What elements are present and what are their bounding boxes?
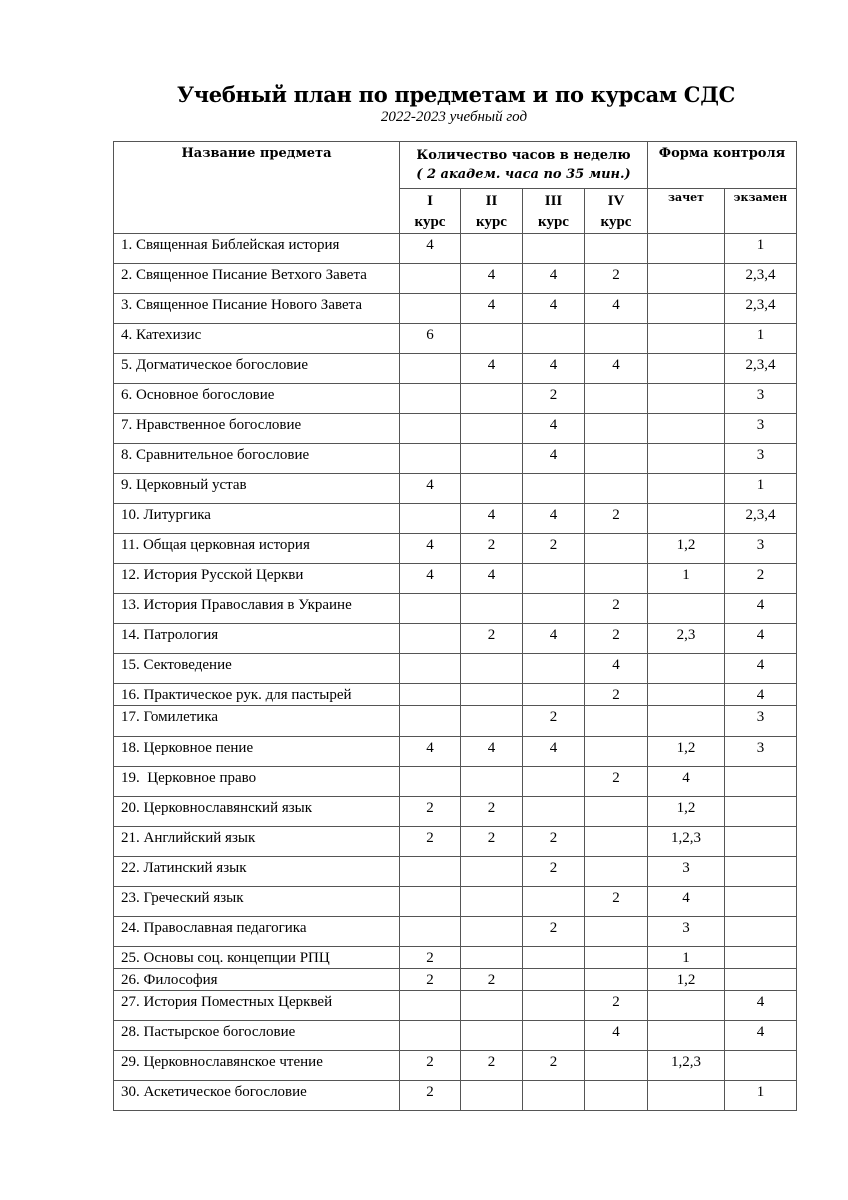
table-row — [114, 684, 797, 706]
subject-name-cell: 23. Греческий язык — [114, 887, 400, 917]
hours-cell-k3 — [523, 594, 585, 624]
credit-cell — [648, 354, 725, 384]
hours-cell-k3 — [523, 1021, 585, 1051]
hours-cell-k4 — [585, 534, 648, 564]
hours-cell-k1: 6 — [400, 324, 461, 354]
header-course-1 — [400, 189, 461, 234]
hours-cell-k4: 2 — [585, 594, 648, 624]
hours-cell-k1 — [400, 991, 461, 1021]
hours-cell-k2 — [461, 1021, 523, 1051]
hours-cell-k4 — [585, 917, 648, 947]
subject-name-cell: 5. Догматическое богословие — [114, 354, 400, 384]
hours-cell-k1: 4 — [400, 534, 461, 564]
hours-cell-k4: 4 — [585, 354, 648, 384]
hours-cell-k1 — [400, 1021, 461, 1051]
hours-cell-k2 — [461, 594, 523, 624]
hours-cell-k3: 2 — [523, 1051, 585, 1081]
header-course-word: курс — [538, 214, 569, 230]
header-exam: экзамен — [725, 189, 797, 234]
hours-cell-k3: 4 — [523, 414, 585, 444]
credit-cell — [648, 384, 725, 414]
hours-cell-k3: 2 — [523, 857, 585, 887]
hours-cell-k3: 2 — [523, 384, 585, 414]
hours-cell-k4 — [585, 444, 648, 474]
exam-cell: 3 — [725, 737, 797, 767]
hours-cell-k2 — [461, 474, 523, 504]
header-course-3 — [523, 189, 585, 234]
hours-cell-k1 — [400, 414, 461, 444]
hours-cell-k1 — [400, 354, 461, 384]
subject-name-cell: 8. Сравнительное богословие — [114, 444, 400, 474]
hours-cell-k2: 2 — [461, 969, 523, 991]
hours-cell-k3: 4 — [523, 737, 585, 767]
credit-cell — [648, 504, 725, 534]
hours-cell-k1: 4 — [400, 234, 461, 264]
exam-cell: 4 — [725, 684, 797, 706]
hours-cell-k2: 4 — [461, 354, 523, 384]
hours-cell-k3 — [523, 797, 585, 827]
credit-cell: 4 — [648, 767, 725, 797]
table-row — [114, 991, 797, 1021]
hours-cell-k2 — [461, 234, 523, 264]
exam-cell — [725, 1051, 797, 1081]
hours-cell-k2 — [461, 444, 523, 474]
credit-cell: 3 — [648, 917, 725, 947]
exam-cell: 4 — [725, 624, 797, 654]
subject-name-cell: 7. Нравственное богословие — [114, 414, 400, 444]
hours-cell-k4 — [585, 234, 648, 264]
credit-cell — [648, 706, 725, 737]
hours-cell-k4 — [585, 564, 648, 594]
hours-cell-k1 — [400, 767, 461, 797]
table-row — [114, 474, 797, 504]
hours-cell-k2: 2 — [461, 797, 523, 827]
hours-cell-k3: 2 — [523, 706, 585, 737]
table-body — [114, 234, 797, 1111]
exam-cell: 4 — [725, 654, 797, 684]
table-row — [114, 827, 797, 857]
hours-cell-k1 — [400, 917, 461, 947]
subject-name-cell: 21. Английский язык — [114, 827, 400, 857]
table-row — [114, 384, 797, 414]
hours-cell-k3 — [523, 564, 585, 594]
hours-cell-k4: 2 — [585, 504, 648, 534]
subject-name-cell: 3. Священное Писание Нового Завета — [114, 294, 400, 324]
subject-name-cell: 24. Православная педагогика — [114, 917, 400, 947]
credit-cell: 1,2 — [648, 797, 725, 827]
subject-name-cell: 20. Церковнославянский язык — [114, 797, 400, 827]
credit-cell — [648, 684, 725, 706]
hours-cell-k2: 2 — [461, 1051, 523, 1081]
table-row — [114, 1081, 797, 1111]
hours-cell-k1 — [400, 684, 461, 706]
exam-cell — [725, 969, 797, 991]
header-course-roman: III — [544, 193, 563, 209]
header-course-word: курс — [600, 214, 632, 230]
hours-cell-k2 — [461, 887, 523, 917]
exam-cell — [725, 827, 797, 857]
header-hours-label: Количество часов в неделю — [416, 148, 631, 163]
subject-name-cell: 12. История Русской Церкви — [114, 564, 400, 594]
table-row — [114, 887, 797, 917]
hours-cell-k2: 4 — [461, 504, 523, 534]
exam-cell: 2,3,4 — [725, 354, 797, 384]
hours-cell-k2 — [461, 857, 523, 887]
hours-cell-k2 — [461, 917, 523, 947]
hours-cell-k4: 2 — [585, 684, 648, 706]
hours-cell-k4: 2 — [585, 887, 648, 917]
hours-cell-k3: 4 — [523, 264, 585, 294]
hours-cell-k1 — [400, 624, 461, 654]
header-hours-note: ( 2 академ. часа по 35 мин.) — [416, 167, 631, 182]
exam-cell: 2,3,4 — [725, 264, 797, 294]
credit-cell: 1,2 — [648, 737, 725, 767]
hours-cell-k3 — [523, 324, 585, 354]
hours-cell-k3: 4 — [523, 444, 585, 474]
hours-cell-k3: 2 — [523, 917, 585, 947]
hours-cell-k1 — [400, 857, 461, 887]
hours-cell-k2 — [461, 767, 523, 797]
subject-name-cell: 26. Философия — [114, 969, 400, 991]
credit-cell — [648, 264, 725, 294]
hours-cell-k2 — [461, 1081, 523, 1111]
hours-cell-k2 — [461, 991, 523, 1021]
header-course-roman: I — [427, 193, 433, 209]
table-row — [114, 706, 797, 737]
header-subject: Название предмета — [114, 142, 400, 234]
hours-cell-k2: 4 — [461, 294, 523, 324]
hours-cell-k4: 2 — [585, 264, 648, 294]
exam-cell: 4 — [725, 594, 797, 624]
hours-cell-k2: 2 — [461, 827, 523, 857]
subject-name-cell: 1. Священная Библейская история — [114, 234, 400, 264]
credit-cell — [648, 414, 725, 444]
credit-cell — [648, 1081, 725, 1111]
hours-cell-k1 — [400, 444, 461, 474]
exam-cell — [725, 917, 797, 947]
hours-cell-k2: 4 — [461, 737, 523, 767]
subject-name-cell: 10. Литургика — [114, 504, 400, 534]
exam-cell: 3 — [725, 414, 797, 444]
exam-cell: 1 — [725, 324, 797, 354]
exam-cell: 3 — [725, 706, 797, 737]
exam-cell: 3 — [725, 444, 797, 474]
subject-name-cell: 6. Основное богословие — [114, 384, 400, 414]
hours-cell-k4: 4 — [585, 1021, 648, 1051]
credit-cell: 2,3 — [648, 624, 725, 654]
hours-cell-k1: 4 — [400, 737, 461, 767]
credit-cell — [648, 234, 725, 264]
page-title: Учебный план по предметам и по курсам СДС — [176, 82, 736, 107]
hours-cell-k2 — [461, 684, 523, 706]
hours-cell-k3 — [523, 947, 585, 969]
table-row — [114, 264, 797, 294]
hours-cell-k1 — [400, 594, 461, 624]
credit-cell — [648, 444, 725, 474]
subject-name-cell: 29. Церковнославянское чтение — [114, 1051, 400, 1081]
exam-cell: 1 — [725, 1081, 797, 1111]
exam-cell — [725, 887, 797, 917]
hours-cell-k2 — [461, 384, 523, 414]
hours-cell-k1: 4 — [400, 564, 461, 594]
hours-cell-k2: 2 — [461, 624, 523, 654]
hours-cell-k3 — [523, 991, 585, 1021]
exam-cell — [725, 797, 797, 827]
credit-cell: 1,2,3 — [648, 827, 725, 857]
hours-cell-k2: 4 — [461, 564, 523, 594]
hours-cell-k4 — [585, 969, 648, 991]
hours-cell-k1: 2 — [400, 827, 461, 857]
hours-cell-k4 — [585, 797, 648, 827]
hours-cell-k2: 2 — [461, 534, 523, 564]
hours-cell-k1: 2 — [400, 797, 461, 827]
table-row — [114, 917, 797, 947]
hours-cell-k4: 2 — [585, 991, 648, 1021]
subject-name-cell: 4. Катехизис — [114, 324, 400, 354]
subject-name-cell: 30. Аскетическое богословие — [114, 1081, 400, 1111]
hours-cell-k3 — [523, 474, 585, 504]
credit-cell: 1,2,3 — [648, 1051, 725, 1081]
hours-cell-k1: 4 — [400, 474, 461, 504]
hours-cell-k4 — [585, 1081, 648, 1111]
hours-cell-k3 — [523, 654, 585, 684]
hours-cell-k1: 2 — [400, 969, 461, 991]
hours-cell-k1: 2 — [400, 1081, 461, 1111]
hours-cell-k3: 2 — [523, 534, 585, 564]
credit-cell: 1 — [648, 564, 725, 594]
subject-name-cell: 9. Церковный устав — [114, 474, 400, 504]
table-row — [114, 737, 797, 767]
subject-name-cell: 15. Сектоведение — [114, 654, 400, 684]
header-control: Форма контроля — [648, 142, 797, 189]
hours-cell-k3: 4 — [523, 294, 585, 324]
hours-cell-k3: 4 — [523, 504, 585, 534]
hours-cell-k4 — [585, 827, 648, 857]
page-subtitle: 2022-2023 учебный год — [380, 109, 528, 125]
credit-cell: 1,2 — [648, 534, 725, 564]
hours-cell-k3: 4 — [523, 624, 585, 654]
credit-cell — [648, 324, 725, 354]
subject-name-cell: 14. Патрология — [114, 624, 400, 654]
credit-cell — [648, 594, 725, 624]
exam-cell — [725, 857, 797, 887]
header-course-4 — [585, 189, 648, 234]
hours-cell-k1 — [400, 384, 461, 414]
hours-cell-k4: 2 — [585, 767, 648, 797]
exam-cell — [725, 767, 797, 797]
table-row — [114, 624, 797, 654]
table-row — [114, 354, 797, 384]
hours-cell-k1 — [400, 504, 461, 534]
exam-cell: 2,3,4 — [725, 504, 797, 534]
hours-cell-k2 — [461, 706, 523, 737]
hours-cell-k3 — [523, 234, 585, 264]
hours-cell-k3 — [523, 684, 585, 706]
table-row — [114, 444, 797, 474]
hours-cell-k3 — [523, 969, 585, 991]
subject-name-cell: 27. История Поместных Церквей — [114, 991, 400, 1021]
hours-cell-k2 — [461, 414, 523, 444]
hours-cell-k1 — [400, 294, 461, 324]
hours-cell-k1: 2 — [400, 947, 461, 969]
credit-cell: 3 — [648, 857, 725, 887]
credit-cell: 1,2 — [648, 969, 725, 991]
table-row — [114, 234, 797, 264]
exam-cell: 1 — [725, 234, 797, 264]
table-row — [114, 324, 797, 354]
hours-cell-k3: 4 — [523, 354, 585, 384]
hours-cell-k4: 2 — [585, 624, 648, 654]
exam-cell: 2,3,4 — [725, 294, 797, 324]
subject-name-cell: 13. История Православия в Украине — [114, 594, 400, 624]
hours-cell-k2 — [461, 654, 523, 684]
credit-cell: 1 — [648, 947, 725, 969]
table-row — [114, 1051, 797, 1081]
hours-cell-k3 — [523, 1081, 585, 1111]
hours-cell-k4 — [585, 1051, 648, 1081]
subject-name-cell: 17. Гомилетика — [114, 706, 400, 737]
exam-cell: 3 — [725, 384, 797, 414]
header-course-word: курс — [414, 214, 446, 230]
header-course-roman: IV — [607, 193, 625, 209]
hours-cell-k4 — [585, 414, 648, 444]
hours-cell-k4 — [585, 737, 648, 767]
credit-cell — [648, 1021, 725, 1051]
hours-cell-k4 — [585, 474, 648, 504]
credit-cell — [648, 991, 725, 1021]
subject-name-cell: 18. Церковное пение — [114, 737, 400, 767]
subject-name-cell: 28. Пастырское богословие — [114, 1021, 400, 1051]
hours-cell-k4 — [585, 324, 648, 354]
hours-cell-k2: 4 — [461, 264, 523, 294]
table-row — [114, 767, 797, 797]
subject-name-cell: 2. Священное Писание Ветхого Завета — [114, 264, 400, 294]
table-row — [114, 594, 797, 624]
subject-name-cell: 11. Общая церковная история — [114, 534, 400, 564]
hours-cell-k1 — [400, 887, 461, 917]
credit-cell — [648, 474, 725, 504]
subject-name-cell: 16. Практическое рук. для пастырей — [114, 684, 400, 706]
table-row — [114, 969, 797, 991]
hours-cell-k3 — [523, 887, 585, 917]
table-row — [114, 414, 797, 444]
hours-cell-k3 — [523, 767, 585, 797]
exam-cell: 1 — [725, 474, 797, 504]
table-row — [114, 294, 797, 324]
exam-cell: 4 — [725, 991, 797, 1021]
subject-name-cell: 22. Латинский язык — [114, 857, 400, 887]
table-row — [114, 654, 797, 684]
table-row — [114, 797, 797, 827]
table-row — [114, 504, 797, 534]
credit-cell — [648, 654, 725, 684]
hours-cell-k1 — [400, 654, 461, 684]
hours-cell-k4 — [585, 947, 648, 969]
hours-cell-k4: 4 — [585, 654, 648, 684]
header-credit: зачет — [648, 189, 725, 234]
table-row — [114, 947, 797, 969]
table-row — [114, 857, 797, 887]
header-course-roman: II — [485, 193, 498, 209]
header-hours — [400, 142, 648, 189]
hours-cell-k3: 2 — [523, 827, 585, 857]
table-row — [114, 1021, 797, 1051]
subject-name-cell: 19. Церковное право — [114, 767, 400, 797]
hours-cell-k1: 2 — [400, 1051, 461, 1081]
curriculum-table — [113, 141, 797, 1111]
hours-cell-k2 — [461, 324, 523, 354]
table-row — [114, 564, 797, 594]
exam-cell: 4 — [725, 1021, 797, 1051]
exam-cell: 2 — [725, 564, 797, 594]
credit-cell — [648, 294, 725, 324]
hours-cell-k4 — [585, 384, 648, 414]
hours-cell-k2 — [461, 947, 523, 969]
header-course-2 — [461, 189, 523, 234]
hours-cell-k1 — [400, 264, 461, 294]
hours-cell-k4: 4 — [585, 294, 648, 324]
hours-cell-k4 — [585, 857, 648, 887]
exam-cell — [725, 947, 797, 969]
header-course-word: курс — [476, 214, 507, 230]
exam-cell: 3 — [725, 534, 797, 564]
subject-name-cell: 25. Основы соц. концепции РПЦ — [114, 947, 400, 969]
hours-cell-k1 — [400, 706, 461, 737]
hours-cell-k4 — [585, 706, 648, 737]
table-row — [114, 534, 797, 564]
credit-cell: 4 — [648, 887, 725, 917]
